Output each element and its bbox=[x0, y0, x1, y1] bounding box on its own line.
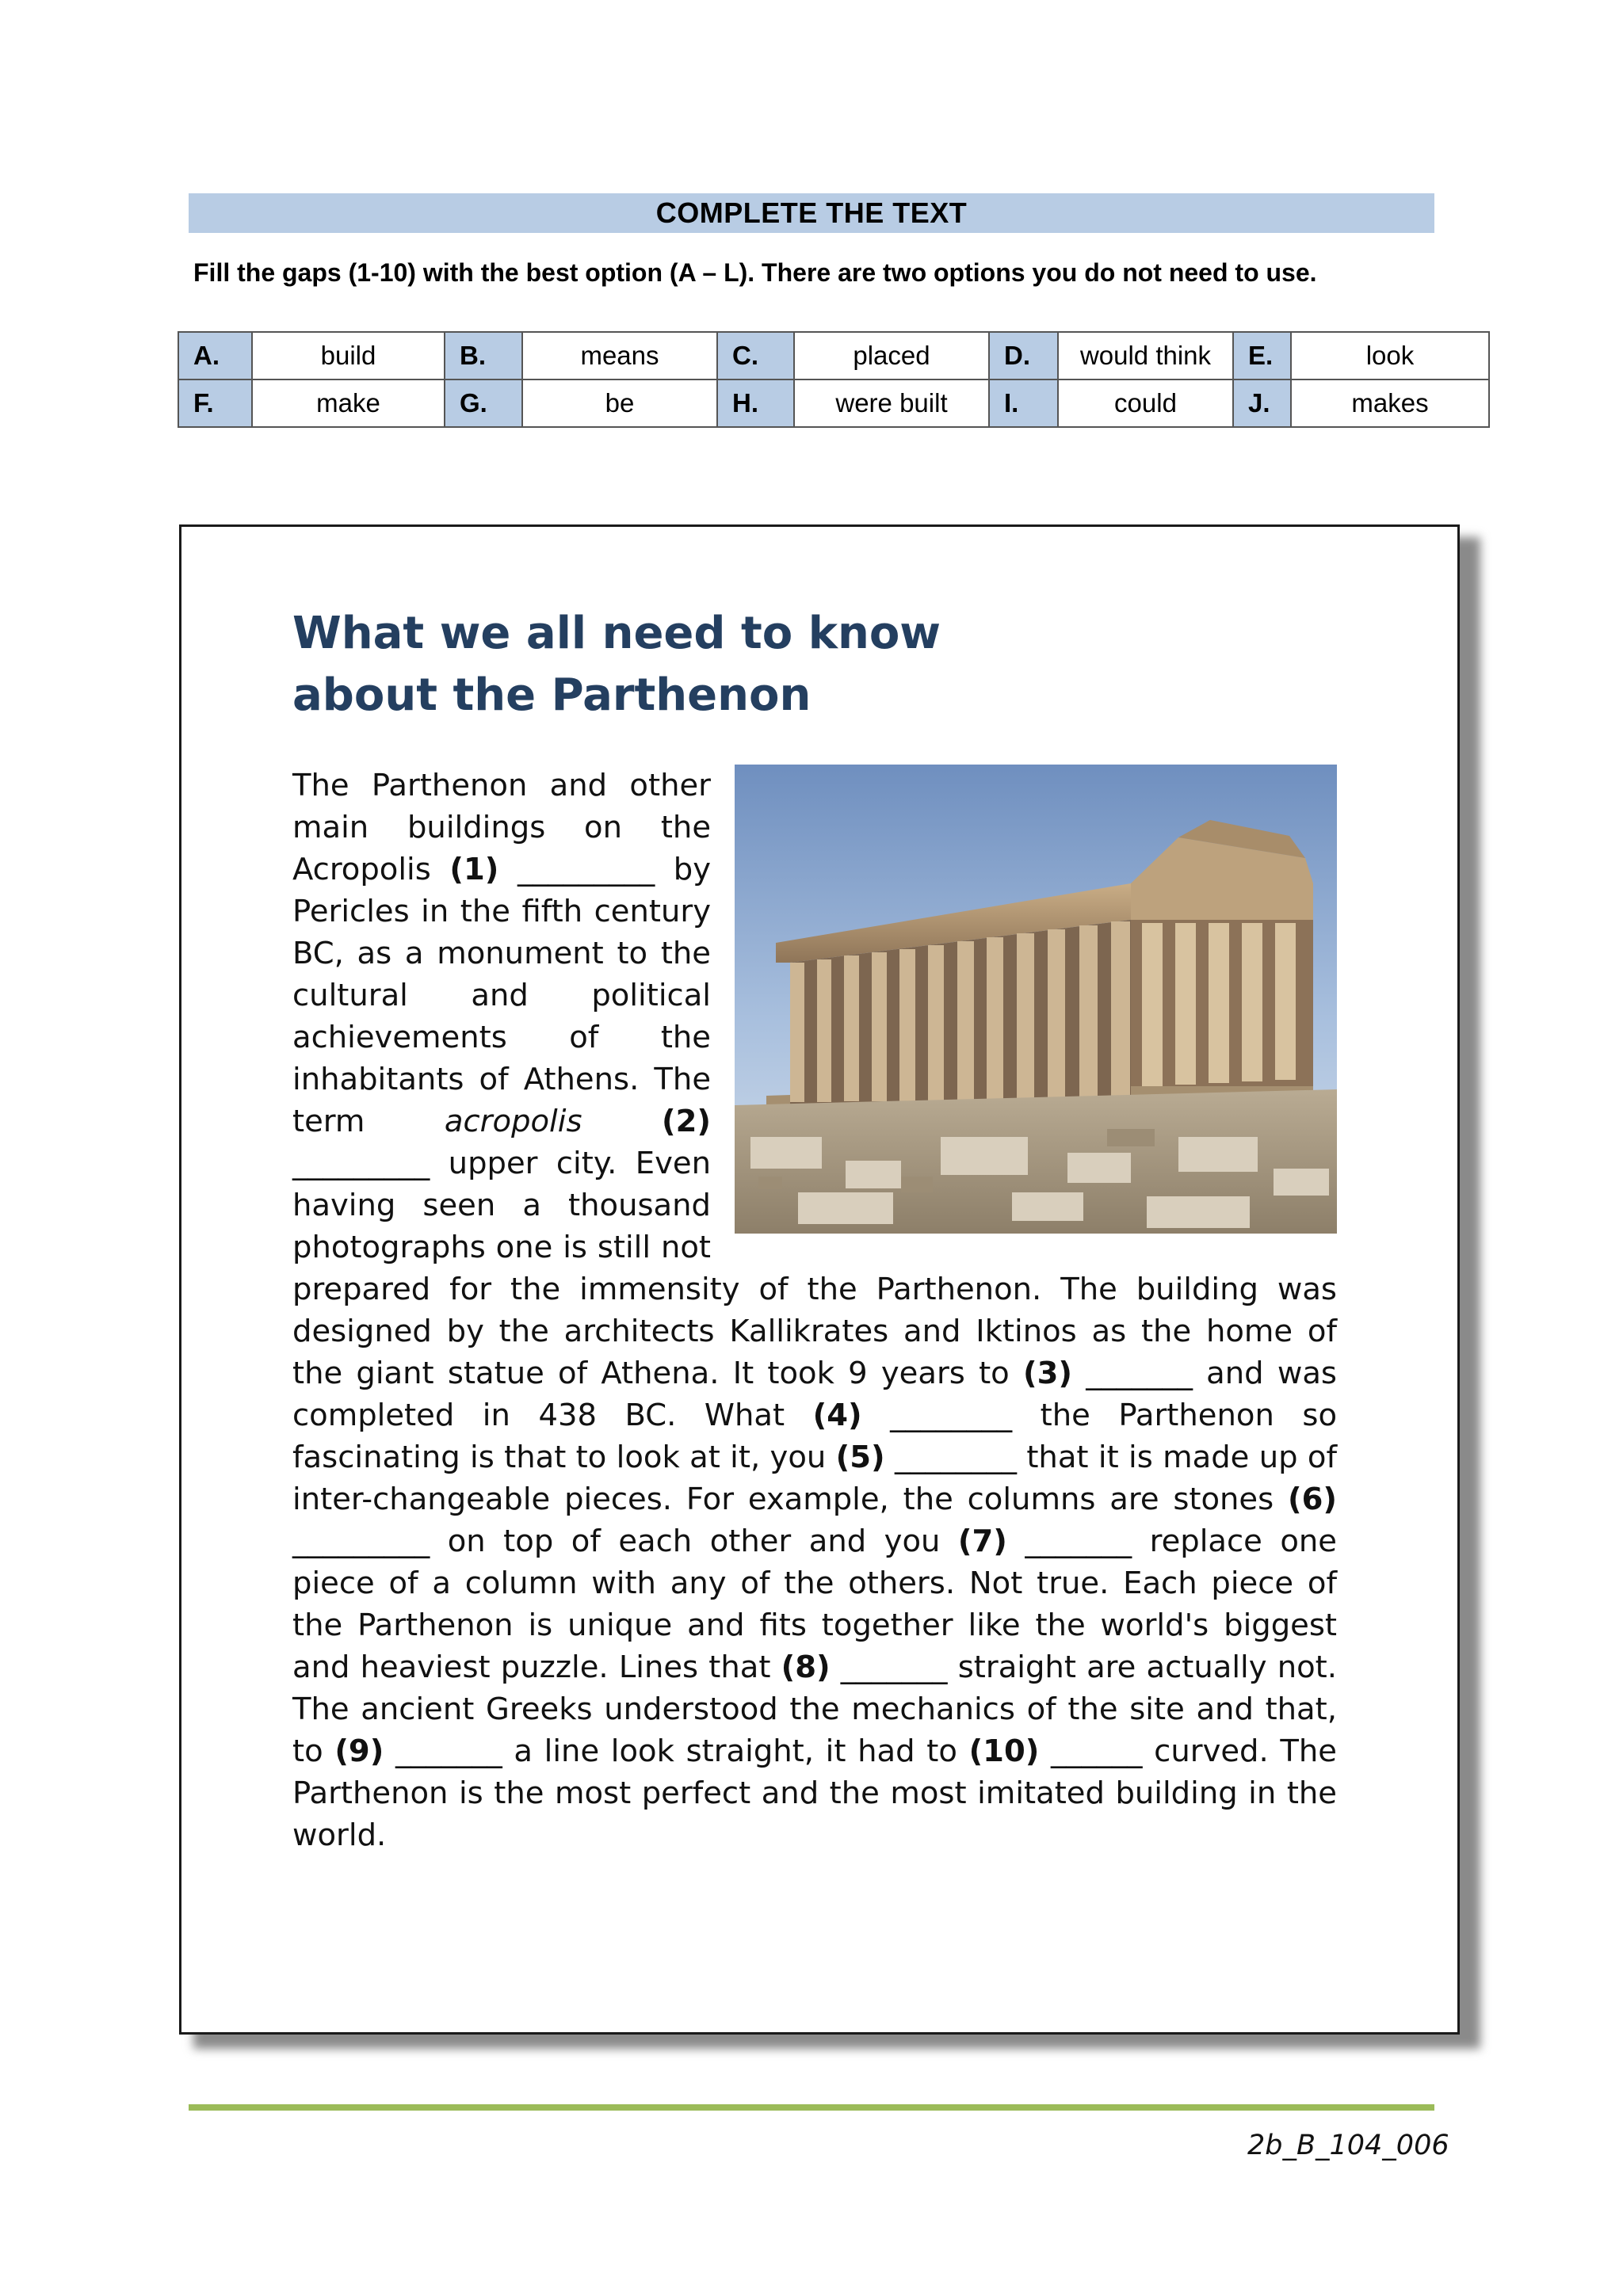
gap-number: (4) bbox=[812, 1398, 862, 1433]
options-row bbox=[178, 379, 1489, 427]
option-key: I. bbox=[989, 379, 1058, 427]
article-text: _________ by Pericles in the fifth century BC, as a monument to the cultural and political achievements of the inhabitants of Athens. The term bbox=[292, 852, 711, 1139]
gap-number: (6) bbox=[1288, 1482, 1337, 1517]
gap-number: (7) bbox=[957, 1524, 1007, 1559]
option-word: make bbox=[252, 379, 445, 427]
article-box bbox=[179, 524, 1460, 2035]
article-text: ________ that it is made up of inter-changeable pieces. For example, the columns are stones bbox=[292, 1440, 1337, 1517]
article-text: _______ and was completed in 438 BC. What bbox=[292, 1356, 1337, 1433]
option-key: E. bbox=[1233, 332, 1291, 379]
article-title-line2: about the Parthenon bbox=[292, 669, 812, 721]
article-text: ________ the Parthenon so fascinating is that to look at it, you bbox=[292, 1398, 1337, 1475]
option-word: were built bbox=[794, 379, 989, 427]
footer-divider bbox=[189, 2104, 1434, 2111]
options-table bbox=[178, 331, 1490, 428]
article-title-line1: What we all need to know bbox=[292, 608, 941, 659]
article-text bbox=[582, 1104, 662, 1139]
gap-number: (2) bbox=[662, 1104, 711, 1139]
article-text-italic: acropolis bbox=[444, 1104, 582, 1139]
article-text: _________ on top of each other and you bbox=[292, 1524, 958, 1559]
gap-number: (3) bbox=[1022, 1356, 1072, 1391]
option-word: look bbox=[1291, 332, 1489, 379]
option-word: could bbox=[1058, 379, 1233, 427]
article-text: _________ upper city. Even having seen a thousand photographs one is still not prepared for the immensity of the Parthenon. The building was designed by the architects Kallikrates and Iktinos as the home of the giant statue of Athena. It took 9 years to bbox=[292, 1146, 1337, 1391]
gap-number: (8) bbox=[781, 1650, 831, 1685]
article-text: The Parthenon and other main buildings on the Acropolis bbox=[292, 768, 711, 887]
option-word: makes bbox=[1291, 379, 1489, 427]
option-key: J. bbox=[1233, 379, 1291, 427]
option-word: be bbox=[522, 379, 717, 427]
article-text: ______ curved. The Parthenon is the most perfect and the most imitated building in the world. bbox=[292, 1733, 1337, 1853]
article-body bbox=[292, 765, 1337, 1856]
option-word: means bbox=[522, 332, 717, 379]
option-key: D. bbox=[989, 332, 1058, 379]
option-key: H. bbox=[717, 379, 794, 427]
article-text: _______ replace one piece of a column with any of the others. Not true. Each piece of the Parthenon is unique and fits together like the world's biggest and heaviest puzzle. Lines that bbox=[292, 1524, 1337, 1685]
option-key: G. bbox=[445, 379, 522, 427]
parthenon-photo bbox=[735, 765, 1337, 1234]
article-text: _______ a line look straight, it had to bbox=[384, 1733, 969, 1769]
option-word: build bbox=[252, 332, 445, 379]
gap-number: (5) bbox=[835, 1440, 885, 1475]
option-key: B. bbox=[445, 332, 522, 379]
option-word: placed bbox=[794, 332, 989, 379]
option-word: would think bbox=[1058, 332, 1233, 379]
gap-number: (9) bbox=[334, 1733, 384, 1769]
gap-number: (1) bbox=[449, 852, 499, 887]
gap-number: (10) bbox=[968, 1733, 1040, 1769]
option-key: C. bbox=[717, 332, 794, 379]
section-header: COMPLETE THE TEXT bbox=[189, 193, 1434, 233]
option-key: F. bbox=[178, 379, 252, 427]
article-text: _______ straight are actually not. The ancient Greeks understood the mechanics of the site and that, to bbox=[292, 1650, 1337, 1769]
instructions-text: Fill the gaps (1-10) with the best option (A – L). There are two options you do not need to use. bbox=[193, 258, 1317, 287]
options-row bbox=[178, 332, 1489, 379]
document-code: 2b_B_104_006 bbox=[1247, 2130, 1449, 2161]
article-title bbox=[292, 603, 1164, 727]
option-key: A. bbox=[178, 332, 252, 379]
